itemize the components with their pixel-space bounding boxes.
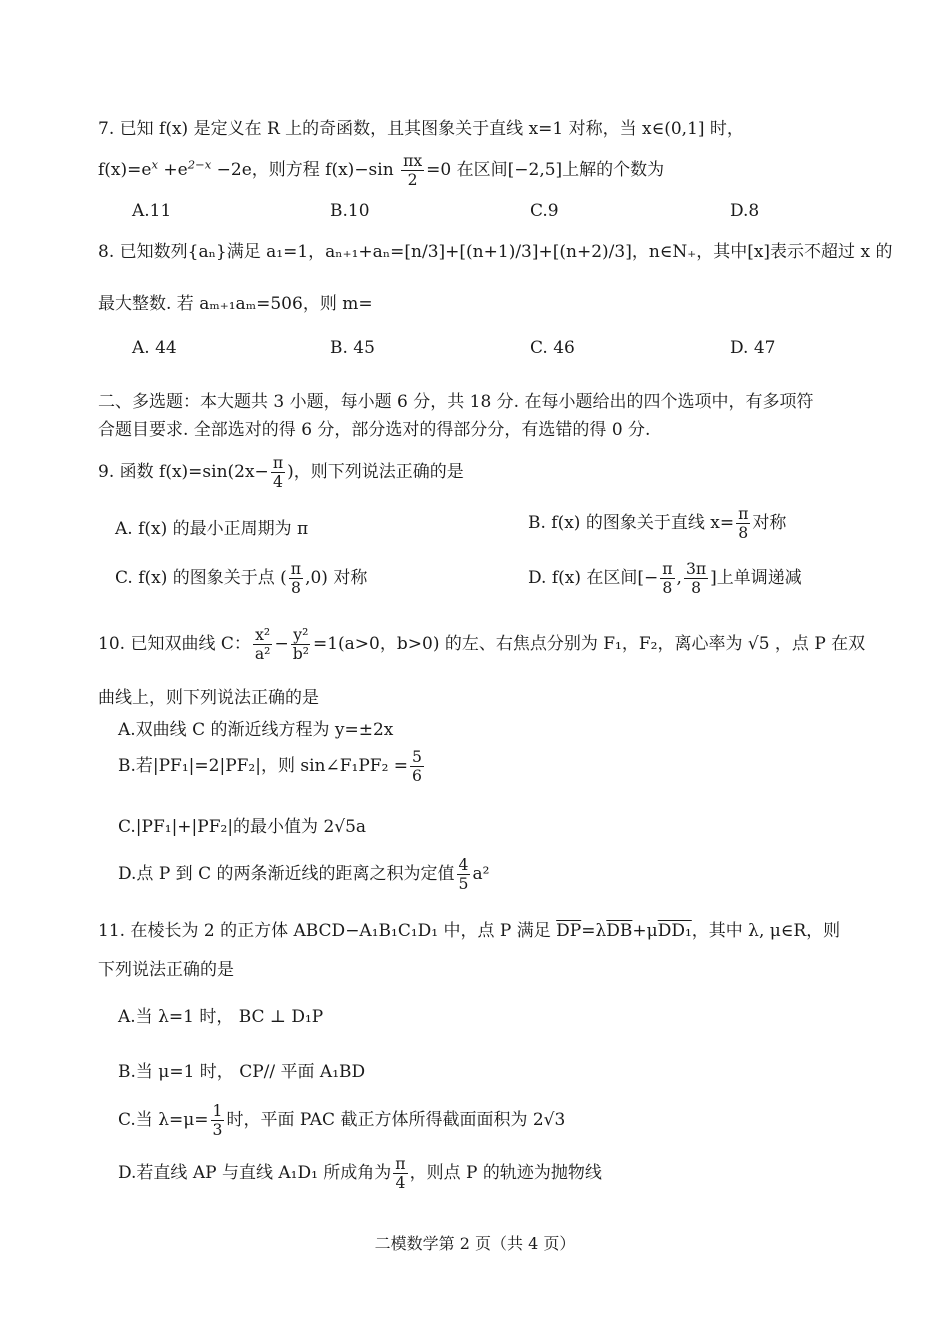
- q10-line2: 曲线上，则下列说法正确的是: [98, 688, 319, 708]
- q9-option-d: D. f(x) 在区间[− $\frac{\pi}{8}$ , $\frac{3\pi}{8}$ ]上单调递减: [528, 559, 802, 597]
- q9-stem: 9. 函数 f(x)=sin(2x− $\frac{\pi}{4}$ )，则下列说法正确的是: [98, 453, 464, 491]
- q10-option-d: D.点 P 到 C 的两条渐近线的距离之积为定值 $\frac{4}{5}$ a²: [118, 855, 490, 893]
- q8-option-c: C. 46: [530, 338, 575, 358]
- q8-option-a: A. 44: [132, 338, 177, 358]
- q10-option-c: C.|PF₁|+|PF₂|的最小值为 2√5a: [118, 817, 367, 837]
- q11-option-a: A.当 λ=1 时， BC ⊥ D₁P: [118, 1007, 324, 1027]
- q9-option-b: B. f(x) 的图象关于直线 x= $\frac{\pi}{8}$ 对称: [528, 504, 787, 542]
- q11-line2: 下列说法正确的是: [98, 960, 234, 980]
- vector-equation: $\overline{DP}=\lambda\overline{DB}+\mu DD_1$: [556, 921, 692, 941]
- frac-pix-over-2: $\frac{\pi x}{2}$: [403, 151, 423, 189]
- q8-line1: 8. 已知数列{aₙ}满足 a₁=1，aₙ₊₁+aₙ=[n/3]+[(n+1)/3]+[(n+2)/3]，n∈N₊，其中[x]表示不超过 x 的: [98, 242, 893, 262]
- q10-option-b: B.若|PF₁|=2|PF₂|，则 sin∠F₁PF₂ = $\frac{5}{6}$: [118, 747, 422, 785]
- q8-line2: 最大整数. 若 aₘ₊₁aₘ=506，则 m=: [98, 294, 373, 314]
- q11-line1: 11. 在棱长为 2 的正方体 ABCD−A₁B₁C₁D₁ 中，点 P 满足 $\overline{DP}=\lambda\overline{DB}+\mu DD_1$，其中 λ, μ∈R，则: [98, 921, 841, 941]
- q7-option-b: B.10: [330, 201, 370, 221]
- page-footer: 二模数学第 2 页（共 4 页）: [374, 1234, 576, 1253]
- q11-option-d: D.若直线 AP 与直线 A₁D₁ 所成角为 $\frac{\pi}{4}$ ，则点 P 的轨迹为抛物线: [118, 1154, 602, 1192]
- section2-line1: 二、多选题：本大题共 3 小题，每小题 6 分，共 18 分. 在每小题给出的四个选项中，有多项符: [98, 392, 814, 412]
- q7-line2: $f(x)=e^x +e^{2-x} -2e$，则方程 f(x)−sin $\frac{\pi x}{2}$ =0 在区间[−2,5]上解的个数为: [98, 151, 665, 189]
- q7-option-a: A.11: [132, 201, 172, 221]
- q7-option-c: C.9: [530, 201, 559, 221]
- q7-option-d: D.8: [730, 201, 760, 221]
- q9-option-c: C. f(x) 的图象关于点 ( $\frac{\pi}{8}$ ,0) 对称: [115, 559, 368, 597]
- q11-option-c: C.当 λ=μ= $\frac{1}{3}$ 时，平面 PAC 截正方体所得截面面积为 2√3: [118, 1101, 566, 1139]
- section2-line2: 合题目要求. 全部选对的得 6 分，部分选对的得部分分，有选错的得 0 分.: [98, 420, 651, 440]
- q8-option-b: B. 45: [330, 338, 375, 358]
- q9-option-a: A. f(x) 的最小正周期为 π: [115, 519, 309, 539]
- q11-option-b: B.当 μ=1 时， CP// 平面 A₁BD: [118, 1062, 366, 1082]
- q7-line1: 7. 已知 f(x) 是定义在 R 上的奇函数，且其图象关于直线 x=1 对称，当 x∈(0,1] 时，: [98, 119, 744, 139]
- q8-option-d: D. 47: [730, 338, 776, 358]
- q10-option-a: A.双曲线 C 的渐近线方程为 y=±2x: [118, 720, 394, 740]
- q10-stem: 10. 已知双曲线 C： $\frac{\text{x²}}{\text{a²}}$ − $\frac{\text{y²}}{\text{b²}}$ =1(a>0，b>0) 的左、右焦点分别为 F₁，F₂，离心率为 √5 ，点 P 在双: [98, 625, 866, 663]
